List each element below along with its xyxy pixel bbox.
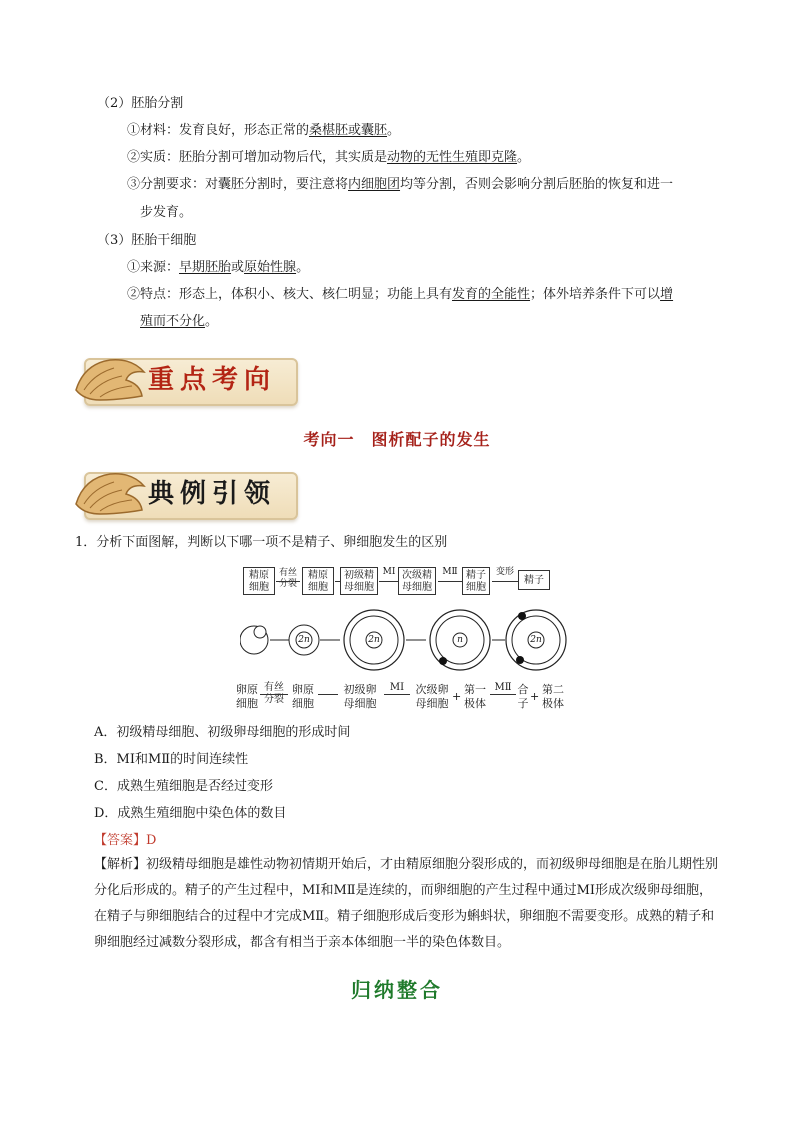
egg-cells-graphic [240,606,570,676]
section2-item1 [127,122,400,140]
cell-ploidy-label: 2n [530,635,542,645]
text: ②特点：形态上，体积小、核大、核仁明显；功能上具有 [127,287,453,302]
answer-tag: 【答案】 [94,833,147,848]
conch-shell-icon [70,350,150,408]
conch-shell-icon [70,464,150,522]
section2-item3-cont: 步发育。 [140,205,193,220]
diagram-box: 次级精 母细胞 [398,567,436,595]
section3-title: （3）胚胎干细胞 [97,233,197,248]
analysis-tag: 【解析】 [94,857,147,872]
cell-ploidy-label: n [457,635,463,645]
arrow-line [490,694,516,695]
answer-value: D [146,833,157,848]
egg-label: 初级卵 母细胞 [343,683,377,710]
option-c: C．成熟生殖细胞是否经过变形 [94,779,273,794]
diagram-box: 精子 [518,570,550,590]
section3-item2-cont [140,313,218,331]
arrow-line [318,694,338,695]
arrow-line [438,581,462,582]
text: 。 [517,150,531,165]
text: ①材料：发育良好，形态正常的 [127,123,310,138]
plus-sign: + [530,690,540,703]
underlined-term: 增 [660,287,674,302]
egg-label: 次级卵 母细胞 [415,683,449,710]
option-d: D．成熟生殖细胞中染色体的数目 [94,806,287,821]
gametogenesis-diagram [236,560,570,718]
text: 或 [231,260,245,275]
egg-label: 第一 极体 [464,683,486,710]
egg-label: 卵原 细胞 [292,683,314,710]
section3-item2 [127,286,673,304]
diagram-arrow-label: MⅠ [382,567,396,577]
diagram-arrow-label: MⅡ [442,567,458,577]
text: 均等分割，否则会影响分割后胚胎的恢复和进一 [400,177,674,192]
diagram-arrow-label: 变形 [495,567,514,577]
egg-label: 卵原 细胞 [236,683,258,710]
option-a: A．初级精母细胞、初级卵母细胞的形成时间 [94,725,351,740]
underlined-term: 动物的无性生殖即克隆 [387,150,518,165]
cell-ploidy-label: 2n [368,635,380,645]
diagram-arrow-label: 有丝 分裂 [264,682,284,705]
section-heading: 考向一 图析配子的发生 [303,430,491,449]
banner-key-directions [70,350,296,408]
banner-title: 重点考向 [148,365,277,395]
egg-label: 第二 极体 [542,683,564,710]
option-b: B．MⅠ和MⅡ的时间连续性 [94,752,249,767]
analysis-body: 初级精母细胞是雄性动物初情期开始后，才由精原细胞分裂形成的，而初级卵母细胞是在胎儿期性别分化后形成的。精子的产生过程中，MⅠ和MⅡ是连续的，而卵细胞的产生过程中通过MⅠ形成次级卵母细胞，在精子与卵细胞结合的过程中才完成MⅡ。精子细胞形成后变形为蝌蚪状，卵细胞不需要变形。成熟的精子和卵细胞经过减数分裂形成，都含有相当于亲本体细胞一半的染色体数目。 [94,857,719,950]
diagram-arrow-label: 有丝 分裂 [278,568,297,589]
section2-title: （2）胚胎分割 [97,96,184,111]
question-stem: 1．分析下面图解，判断以下哪一项不是精子、卵细胞发生的区别 [75,535,448,550]
diagram-arrow-label: MⅠ [389,682,405,693]
text: ③分割要求：对囊胚分割时，要注意将 [127,177,349,192]
underlined-term: 原始性腺 [244,260,297,275]
text: ①来源： [127,260,180,275]
plus-sign: + [452,690,462,703]
arrow-line [379,581,398,582]
arrow-line [384,694,410,695]
diagram-arrow-label: MⅡ [494,682,512,693]
section2-item3 [127,176,673,194]
text: 。 [296,260,310,275]
summary-heading: 归纳整合 [351,978,443,1002]
text: 。 [205,314,219,329]
section2-item2 [127,149,530,167]
analysis-paragraph [94,852,722,956]
text: ②实质：胚胎分割可增加动物后代，其实质是 [127,150,388,165]
section3-item1 [127,259,309,277]
diagram-box: 初级精 母细胞 [340,567,378,595]
diagram-box: 精子 细胞 [462,567,490,595]
answer-line [94,832,156,850]
underlined-term: 内细胞团 [348,177,401,192]
underlined-term: 殖而不分化 [140,314,206,329]
arrow-line [276,581,300,582]
underlined-term: 发育的全能性 [452,287,531,302]
underlined-term: 早期胚胎 [179,260,232,275]
banner-title: 典例引领 [148,479,277,509]
arrow-line [492,581,518,582]
text: ；体外培养条件下可以 [530,287,661,302]
arrow-line [260,694,288,695]
diagram-box: 精原 细胞 [302,567,334,595]
underlined-term: 桑椹胚或囊胚 [309,123,388,138]
text: 。 [387,123,401,138]
diagram-box: 精原 细胞 [243,567,275,595]
cell-ploidy-label: 2n [298,635,310,645]
egg-label: 合 子 [517,683,529,710]
banner-example [70,464,296,522]
